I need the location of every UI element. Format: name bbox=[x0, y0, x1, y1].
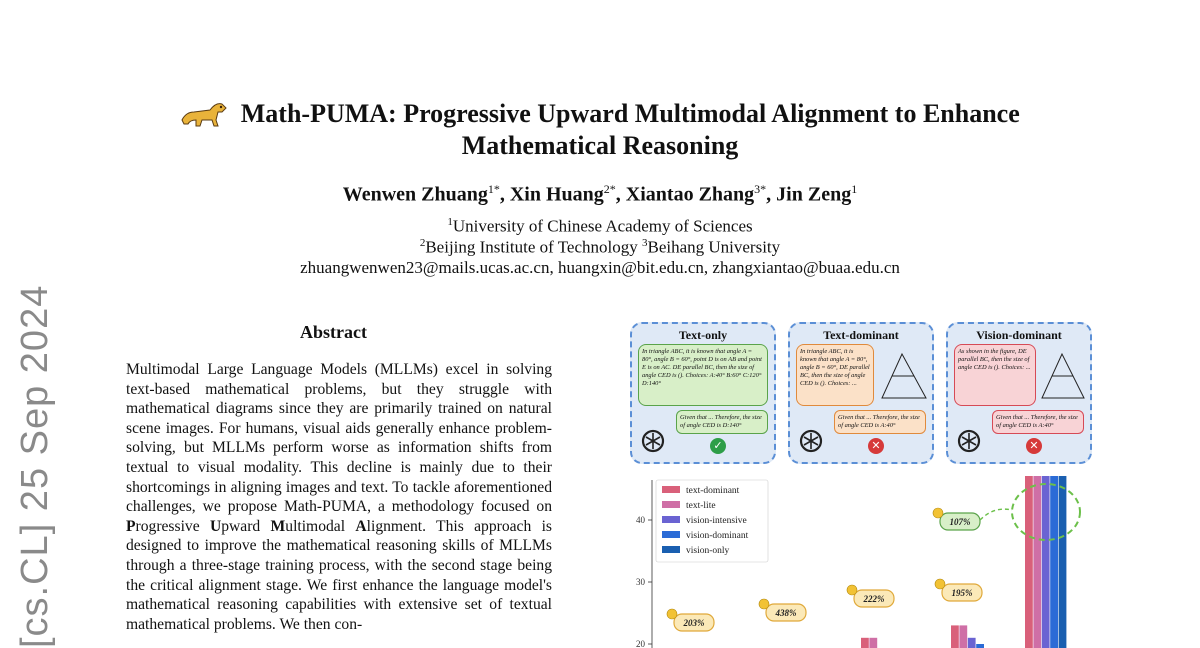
prompt-box: In triangle ABC, it is known that angle A = 80°, angle B = 60°, point D is on AB and point E is on AC. DE parallel BC, then the size of angle CED is (). Choices: A:40° B:60° C:120° D:140° bbox=[638, 344, 768, 406]
chatgpt-icon bbox=[640, 428, 666, 454]
gain-label: 438% bbox=[775, 608, 797, 618]
bar bbox=[959, 625, 967, 648]
legend-label: vision-intensive bbox=[686, 516, 747, 526]
legend-swatch bbox=[662, 531, 680, 538]
legend-swatch bbox=[662, 501, 680, 508]
author-name: Xiantao Zhang bbox=[625, 183, 755, 206]
gain-label: 222% bbox=[863, 594, 885, 604]
triangle-diagram-icon bbox=[878, 350, 930, 404]
author-mark: 1 bbox=[851, 182, 858, 196]
abstract-text: lignment. This approach is designed to improve the mathematical reasoning skills of MLLMs through a three-stage training process, with the second stage being the critical alignment stage. We first enhance the language model's mathematical reasoning capabilities with extensive set of textual mathematical problems. We then con- bbox=[126, 517, 552, 633]
prompt-box: As shown in the figure, DE parallel BC, then the size of angle CED is (). Choices: ... bbox=[954, 344, 1036, 406]
legend-label: text-dominant bbox=[686, 486, 740, 496]
author-name: Xin Huang bbox=[509, 183, 604, 206]
arxiv-side-label: [cs.CL] 25 Sep 2024 bbox=[14, 284, 56, 648]
author-mark: 1* bbox=[487, 182, 500, 196]
panel-text-only bbox=[630, 322, 776, 464]
abstract-text: rogressive bbox=[135, 517, 210, 535]
correct-icon: ✓ bbox=[710, 438, 726, 454]
wrong-icon: ✕ bbox=[868, 438, 884, 454]
author-name: Wenwen Zhuang bbox=[342, 183, 488, 206]
author-mark: 2* bbox=[603, 182, 616, 196]
gain-label: 203% bbox=[683, 618, 705, 628]
author-mark: 3* bbox=[754, 182, 767, 196]
abstract-text: pward bbox=[221, 517, 271, 535]
bar bbox=[1050, 476, 1058, 648]
bar bbox=[1033, 476, 1041, 648]
prompt-box: In triangle ABC, it is known that angle A = 80°, angle B = 60°, DE parallel BC, then the size of angle CED is (). Choices: ... bbox=[796, 344, 874, 406]
affiliation-1: University of Chinese Academy of Sciences bbox=[452, 216, 753, 236]
abstract-text: Multimodal Large Language Models (MLLMs) excel in solving text-based mathematical problems, but they struggle with mathematical diagrams since they are primarily trained on natural scene images. For humans, visual aids generally enhance problem-solving, but MLLMs perform worse as information shifts from textual to visual modality. This decline is mainly due to their shortcomings in aligning images and text. To tackle aforementioned challenges, we propose Math-PUMA, a methodology focused on bbox=[126, 361, 552, 516]
author-list: Wenwen Zhuang$^{1*}$, Xin Huang$^{2*}$, Xiantao Zhang$^{3*}$, Jin Zeng$^1$ bbox=[342, 182, 858, 206]
acronym-letter: U bbox=[209, 517, 222, 535]
bar bbox=[1025, 476, 1033, 648]
emoji-face-icon bbox=[933, 508, 943, 518]
affiliation-3: Beihang University bbox=[647, 237, 781, 257]
title-line-2: Mathematical Reasoning bbox=[461, 131, 739, 160]
abstract-body bbox=[126, 360, 552, 634]
email-line: zhuangwenwen23@mails.ucas.ac.cn, huangxin@bit.edu.cn, zhangxiantao@buaa.edu.cn bbox=[300, 258, 900, 277]
gain-label: 107% bbox=[949, 517, 971, 527]
gain-label: 195% bbox=[951, 588, 973, 598]
panel-title: Text-only bbox=[678, 328, 728, 342]
acronym-letter: M bbox=[270, 517, 286, 535]
y-tick-label: 40 bbox=[636, 515, 645, 525]
puma-logo-icon bbox=[180, 98, 228, 128]
legend-swatch bbox=[662, 546, 680, 553]
answer-box: Given that ... Therefore, the size of angle CED is A:40° bbox=[992, 410, 1084, 434]
legend-label: vision-only bbox=[686, 546, 730, 556]
affiliation-line-2: $^2$Beijing Institute of Technology $^3$Beihang University bbox=[419, 237, 781, 257]
wrong-icon: ✕ bbox=[1026, 438, 1042, 454]
acronym-letter: P bbox=[126, 517, 136, 535]
paper-title bbox=[150, 98, 1050, 162]
answer-box: Given that ... Therefore, the size of angle CED is D:140° bbox=[676, 410, 768, 434]
affiliation-2: Beijing Institute of Technology bbox=[425, 237, 638, 257]
emoji-face-icon bbox=[667, 609, 677, 619]
answer-box: Given that ... Therefore, the size of angle CED is A:40° bbox=[834, 410, 926, 434]
legend-swatch bbox=[662, 486, 680, 493]
author-name: Jin Zeng bbox=[776, 183, 852, 206]
panel-title: Text-dominant bbox=[823, 328, 899, 342]
panel-text-dominant bbox=[788, 322, 934, 464]
chatgpt-icon bbox=[798, 428, 824, 454]
affiliation-line-1: $^1$University of Chinese Academy of Sciences bbox=[447, 216, 753, 236]
y-tick-label: 30 bbox=[636, 577, 645, 587]
triangle-diagram-icon bbox=[1038, 350, 1088, 404]
bar bbox=[976, 644, 984, 648]
y-tick-label: 20 bbox=[636, 639, 645, 648]
bar bbox=[951, 625, 959, 648]
emoji-face-icon bbox=[935, 579, 945, 589]
bar bbox=[1059, 476, 1067, 648]
emoji-face-icon bbox=[759, 599, 769, 609]
highlight-connector bbox=[980, 509, 1012, 520]
bar-chart bbox=[622, 476, 1092, 648]
abstract-text: ultimodal bbox=[285, 517, 356, 535]
legend-label: text-lite bbox=[686, 501, 716, 511]
bar bbox=[861, 638, 869, 648]
legend-label: vision-dominant bbox=[686, 531, 749, 541]
abstract-heading: Abstract bbox=[300, 322, 367, 342]
panel-title: Vision-dominant bbox=[976, 328, 1062, 342]
bar bbox=[869, 638, 877, 648]
panel-vision-dominant bbox=[946, 322, 1092, 464]
chatgpt-icon bbox=[956, 428, 982, 454]
title-line-1: Math-PUMA: Progressive Upward Multimodal Alignment to Enhance bbox=[240, 99, 1020, 128]
emoji-face-icon bbox=[847, 585, 857, 595]
acronym-letter: A bbox=[355, 517, 367, 535]
bar bbox=[968, 638, 976, 648]
legend-swatch bbox=[662, 516, 680, 523]
bar bbox=[1042, 476, 1050, 648]
